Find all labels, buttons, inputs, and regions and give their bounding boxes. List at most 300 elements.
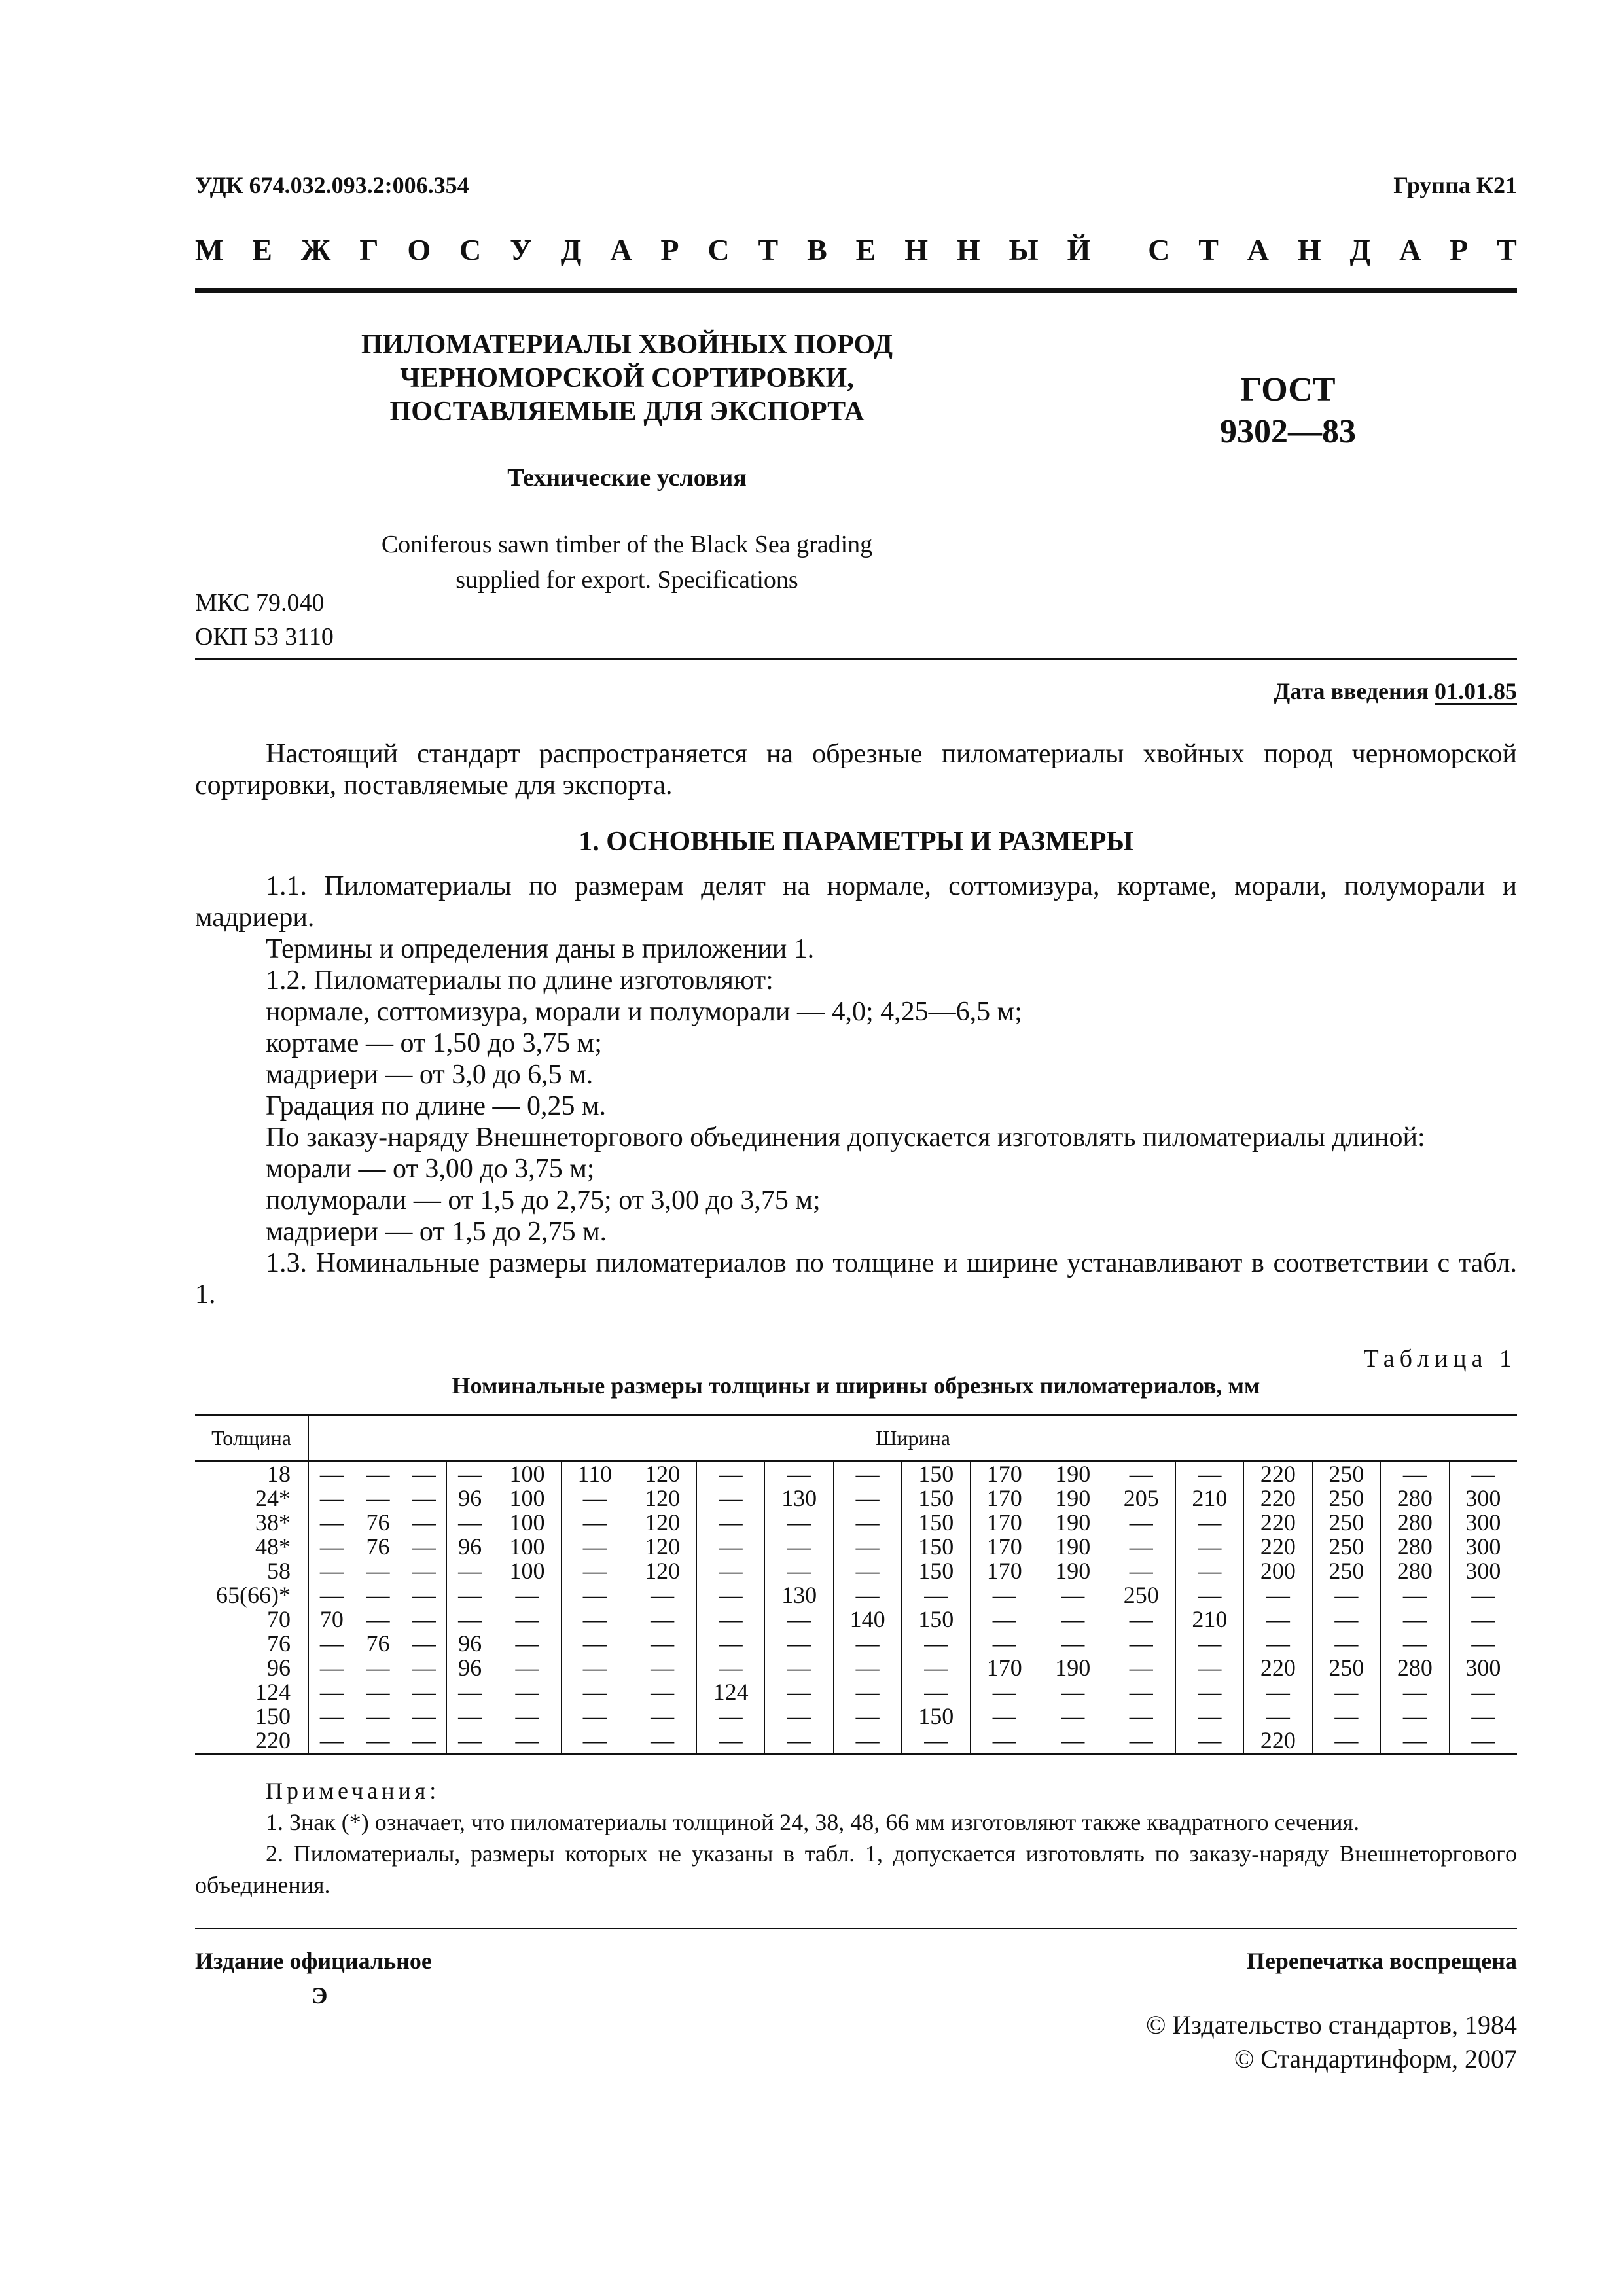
width-cell: — [355, 1607, 401, 1632]
width-cell: — [562, 1656, 628, 1680]
width-cell: — [833, 1583, 902, 1607]
width-cell: — [1107, 1632, 1176, 1656]
width-cell: — [1244, 1583, 1313, 1607]
width-cell: — [628, 1729, 697, 1754]
width-cell: — [401, 1535, 447, 1559]
heading-letter: Н [956, 233, 980, 266]
width-cell: — [1449, 1680, 1517, 1704]
width-cell: 210 [1175, 1486, 1244, 1511]
thickness-cell: 220 [195, 1729, 308, 1754]
width-cell: 150 [902, 1486, 971, 1511]
date-label: Дата введения [1274, 678, 1429, 704]
heading-letter: Г [359, 233, 379, 266]
document-title [359, 329, 895, 429]
width-cell: — [308, 1704, 355, 1729]
width-cell: 250 [1312, 1462, 1381, 1487]
width-cell: 170 [970, 1486, 1039, 1511]
width-cell: — [401, 1607, 447, 1632]
width-cell: — [1175, 1462, 1244, 1487]
width-cell: 170 [970, 1559, 1039, 1583]
width-cell: 280 [1381, 1486, 1450, 1511]
width-cell: — [1107, 1656, 1176, 1680]
width-cell: — [902, 1632, 971, 1656]
width-cell: — [765, 1656, 834, 1680]
width-cell: — [308, 1511, 355, 1535]
section-heading: 1. ОСНОВНЫЕ ПАРАМЕТРЫ И РАЗМЕРЫ [579, 827, 1133, 857]
width-cell: 70 [308, 1607, 355, 1632]
english-title-line-1: Coniferous sawn timber of the Black Sea grading [381, 531, 873, 558]
width-cell: 96 [447, 1535, 493, 1559]
width-cell: 130 [765, 1486, 834, 1511]
intro-paragraph: Настоящий стандарт распространяется на обрезные пиломатериалы хвойных пород черноморской сортировки, поставляемые для экспорта. [195, 739, 1517, 800]
width-cell: — [833, 1680, 902, 1704]
width-cell: — [833, 1535, 902, 1559]
width-cell: — [1449, 1462, 1517, 1487]
width-cell: — [562, 1535, 628, 1559]
width-cell: 190 [1039, 1486, 1107, 1511]
heading-letter: Р [1450, 233, 1469, 266]
width-cell: — [970, 1583, 1039, 1607]
copyright-2007: © Стандартинформ, 2007 [1234, 2044, 1517, 2073]
width-cell: 150 [902, 1462, 971, 1487]
heading-letter: Н [1297, 233, 1321, 266]
length-gradation: Градация по длине — 0,25 м. [266, 1091, 607, 1121]
width-cell: — [1039, 1607, 1107, 1632]
width-cell: — [1039, 1583, 1107, 1607]
width-cell: 190 [1039, 1656, 1107, 1680]
width-cell: 124 [696, 1680, 765, 1704]
width-cell: — [308, 1656, 355, 1680]
width-cell: 150 [902, 1559, 971, 1583]
copyright-block [1146, 2008, 1517, 2076]
width-cell: 280 [1381, 1535, 1450, 1559]
width-cell: — [355, 1656, 401, 1680]
width-cell: 300 [1449, 1535, 1517, 1559]
width-cell: — [1039, 1729, 1107, 1754]
width-cell: — [833, 1632, 902, 1656]
udk-code: УДК 674.032.093.2:006.354 [195, 172, 469, 198]
paragraph-1-1-terms: Термины и определения даны в приложении 1. [266, 934, 815, 964]
length-normale: нормале, соттомизура, морали и полуморали — 4,0; 4,25—6,5 м; [266, 997, 1022, 1027]
table-title: Номинальные размеры толщины и ширины обрезных пиломатериалов, мм [452, 1372, 1260, 1399]
width-cell: — [401, 1704, 447, 1729]
width-cell: — [1312, 1607, 1381, 1632]
width-cell: 120 [628, 1462, 697, 1487]
heading-letter: Ж [300, 233, 331, 266]
width-cell: — [628, 1632, 697, 1656]
width-cell: — [765, 1729, 834, 1754]
width-cell: — [765, 1462, 834, 1487]
section-1-body [195, 870, 1517, 1310]
width-cell: — [401, 1632, 447, 1656]
table-row [195, 1511, 1517, 1535]
thickness-cell: 58 [195, 1559, 308, 1583]
width-cell: — [1107, 1511, 1176, 1535]
width-cell: — [493, 1632, 562, 1656]
width-cell: — [1107, 1680, 1176, 1704]
width-cell: 120 [628, 1559, 697, 1583]
width-cell: 220 [1244, 1729, 1313, 1754]
width-cell: — [833, 1511, 902, 1535]
heading-letter: А [1247, 233, 1269, 266]
width-cell: — [1244, 1704, 1313, 1729]
width-cell: — [1175, 1680, 1244, 1704]
width-cell: 205 [1107, 1486, 1176, 1511]
title-line-2: ЧЕРНОМОРСКОЙ СОРТИРОВКИ, [400, 363, 854, 393]
width-cell: 250 [1107, 1583, 1176, 1607]
width-cell: 250 [1312, 1486, 1381, 1511]
width-cell: — [493, 1704, 562, 1729]
width-cell: 200 [1244, 1559, 1313, 1583]
edition-mark: Э [312, 1982, 328, 2009]
note-2: 2. Пиломатериалы, размеры которых не указаны в табл. 1, допускается изготовлять по заказу-наряду Внешнеторгового объединения. [195, 1840, 1517, 1898]
copyright-1984: © Издательство стандартов, 1984 [1145, 2010, 1517, 2039]
table-row [195, 1607, 1517, 1632]
width-cell: — [447, 1559, 493, 1583]
width-cell: — [1107, 1607, 1176, 1632]
heading-letter: У [510, 233, 532, 266]
width-cell: — [493, 1680, 562, 1704]
thickness-cell: 96 [195, 1656, 308, 1680]
thickness-cell: 70 [195, 1607, 308, 1632]
table-row [195, 1462, 1517, 1487]
width-cell: 170 [970, 1511, 1039, 1535]
heading-letter: С [1148, 233, 1170, 266]
width-cell: — [355, 1729, 401, 1754]
width-cell: — [1312, 1680, 1381, 1704]
width-cell: — [1175, 1559, 1244, 1583]
width-cell: — [1107, 1729, 1176, 1754]
heading-letter: М [195, 233, 224, 266]
width-cell: — [1107, 1559, 1176, 1583]
width-cell: — [308, 1559, 355, 1583]
width-cell: — [401, 1486, 447, 1511]
english-title-line-2: supplied for export. Specifications [455, 566, 798, 594]
gost-label: ГОСТ [1240, 371, 1336, 408]
width-cell: — [1107, 1462, 1176, 1487]
width-cell: — [401, 1656, 447, 1680]
thickness-cell: 76 [195, 1632, 308, 1656]
thickness-cell: 150 [195, 1704, 308, 1729]
width-cell: — [1381, 1583, 1450, 1607]
width-cell: — [696, 1607, 765, 1632]
width-cell: — [355, 1559, 401, 1583]
width-cell: — [447, 1680, 493, 1704]
width-cell: — [696, 1656, 765, 1680]
edition-label: Издание официальное [195, 1948, 432, 1974]
width-cell: — [696, 1559, 765, 1583]
width-cell: — [562, 1680, 628, 1704]
width-cell: — [308, 1462, 355, 1487]
width-cell: — [833, 1729, 902, 1754]
heading-letter: Д [560, 233, 582, 266]
heading-letter: Е [855, 233, 876, 266]
width-cell: — [1449, 1704, 1517, 1729]
width-cell: — [308, 1729, 355, 1754]
width-cell: — [1175, 1535, 1244, 1559]
heading-letter: А [1399, 233, 1421, 266]
width-cell: — [401, 1559, 447, 1583]
width-cell: 76 [355, 1632, 401, 1656]
width-cell: — [308, 1680, 355, 1704]
document-page [195, 0, 1517, 2296]
width-cell: — [401, 1462, 447, 1487]
width-cell: — [1244, 1680, 1313, 1704]
width-cell: — [1381, 1632, 1450, 1656]
width-cell: — [562, 1632, 628, 1656]
width-cell: — [401, 1729, 447, 1754]
paragraph-1-1: 1.1. Пиломатериалы по размерам делят на нормале, соттомизура, кортаме, морали, полуморали и мадриери. [195, 871, 1517, 933]
width-cell: — [308, 1535, 355, 1559]
width-cell: — [902, 1656, 971, 1680]
heading-letter: С [459, 233, 482, 266]
width-cell: — [1039, 1704, 1107, 1729]
heading-letter: В [807, 233, 827, 266]
thickness-cell: 48* [195, 1535, 308, 1559]
width-cell: — [1039, 1632, 1107, 1656]
width-cell: 110 [562, 1462, 628, 1487]
width-cell: 130 [765, 1583, 834, 1607]
width-cell: — [1449, 1583, 1517, 1607]
width-cell: — [696, 1511, 765, 1535]
heading-letter: Р [660, 233, 679, 266]
heading-letter: Е [252, 233, 272, 266]
width-cell: — [447, 1511, 493, 1535]
width-cell: — [1175, 1632, 1244, 1656]
effective-date [1274, 677, 1518, 705]
width-cell: — [628, 1680, 697, 1704]
width-cell: — [833, 1462, 902, 1487]
width-cell: 170 [970, 1535, 1039, 1559]
width-cell: — [696, 1729, 765, 1754]
width-cell: — [628, 1704, 697, 1729]
notes-heading: Примечания: [266, 1778, 440, 1804]
order-morali: морали — от 3,00 до 3,75 м; [266, 1154, 595, 1184]
document-subtitle: Технические условия [507, 464, 747, 492]
dimensions-table [195, 1414, 1517, 1755]
table-row [195, 1704, 1517, 1729]
length-kortame: кортаме — от 1,50 до 3,75 м; [266, 1028, 602, 1058]
width-cell: — [1175, 1729, 1244, 1754]
width-cell: 150 [902, 1704, 971, 1729]
width-cell: 170 [970, 1656, 1039, 1680]
table-header-row [195, 1415, 1517, 1462]
width-cell: — [355, 1583, 401, 1607]
width-cell: — [628, 1656, 697, 1680]
width-cell: — [902, 1729, 971, 1754]
reprint-notice: Перепечатка воспрещена [1246, 1948, 1517, 1974]
width-cell: 100 [493, 1511, 562, 1535]
width-cell: 76 [355, 1535, 401, 1559]
width-cell: — [493, 1607, 562, 1632]
width-cell: — [902, 1583, 971, 1607]
title-line-3: ПОСТАВЛЯЕМЫЕ ДЛЯ ЭКСПОРТА [389, 397, 865, 427]
width-cell: — [970, 1729, 1039, 1754]
width-cell: 150 [902, 1511, 971, 1535]
width-cell: — [1381, 1680, 1450, 1704]
gost-code: 9302—83 [1220, 413, 1356, 450]
heading-letter: Й [1067, 233, 1091, 266]
title-line-1: ПИЛОМАТЕРИАЛЫ ХВОЙНЫХ ПОРОД [361, 330, 893, 360]
width-cell: 120 [628, 1486, 697, 1511]
width-cell: — [765, 1607, 834, 1632]
width-cell: — [1449, 1632, 1517, 1656]
width-cell: — [1175, 1511, 1244, 1535]
width-cell: — [562, 1729, 628, 1754]
width-cell: 100 [493, 1486, 562, 1511]
width-cell: 170 [970, 1462, 1039, 1487]
width-cell: 190 [1039, 1535, 1107, 1559]
table-label: Таблица 1 [1363, 1345, 1517, 1372]
width-cell: 220 [1244, 1511, 1313, 1535]
group-code: Группа К21 [1393, 172, 1517, 198]
width-cell: — [1175, 1704, 1244, 1729]
width-cell: — [833, 1656, 902, 1680]
width-cell: 300 [1449, 1559, 1517, 1583]
width-cell: 300 [1449, 1656, 1517, 1680]
width-cell: — [765, 1559, 834, 1583]
note-1: 1. Знак (*) означает, что пиломатериалы толщиной 24, 38, 48, 66 мм изготовляют также квадратного сечения. [266, 1809, 1360, 1835]
interstate-standard-heading [195, 232, 1517, 267]
header-rule [195, 288, 1517, 293]
width-cell: 96 [447, 1632, 493, 1656]
width-cell: — [1244, 1632, 1313, 1656]
thickness-header: Толщина [195, 1415, 308, 1462]
width-cell: — [1381, 1607, 1450, 1632]
width-cell: 140 [833, 1607, 902, 1632]
width-cell: 300 [1449, 1511, 1517, 1535]
width-cell: 280 [1381, 1656, 1450, 1680]
width-cell: — [696, 1462, 765, 1487]
width-cell: — [355, 1680, 401, 1704]
width-cell: — [401, 1680, 447, 1704]
width-cell: 210 [1175, 1607, 1244, 1632]
paragraph-1-3: 1.3. Номинальные размеры пиломатериалов по толщине и ширине устанавливают в соответствии с табл. 1. [195, 1248, 1517, 1310]
width-cell: — [562, 1559, 628, 1583]
width-cell: 96 [447, 1656, 493, 1680]
heading-letter: Д [1349, 233, 1371, 266]
width-cell: 250 [1312, 1535, 1381, 1559]
width-cell: 120 [628, 1511, 697, 1535]
table-row [195, 1632, 1517, 1656]
width-cell: — [1312, 1704, 1381, 1729]
thickness-cell: 65(66)* [195, 1583, 308, 1607]
width-cell: — [493, 1656, 562, 1680]
table-row [195, 1656, 1517, 1680]
width-cell: — [1107, 1535, 1176, 1559]
order-madrieri: мадриери — от 1,5 до 2,75 м. [266, 1217, 607, 1247]
width-cell: 250 [1312, 1511, 1381, 1535]
width-cell: — [562, 1704, 628, 1729]
width-cell: — [696, 1486, 765, 1511]
table-row [195, 1559, 1517, 1583]
width-cell: — [562, 1511, 628, 1535]
width-cell: 100 [493, 1559, 562, 1583]
width-cell: 250 [1312, 1656, 1381, 1680]
width-cell: — [1381, 1462, 1450, 1487]
thickness-cell: 124 [195, 1680, 308, 1704]
gost-number [1190, 369, 1386, 453]
classification-codes [195, 586, 334, 654]
width-cell: 100 [493, 1462, 562, 1487]
width-cell: — [765, 1632, 834, 1656]
width-header: Ширина [308, 1415, 1517, 1462]
width-cell: — [308, 1632, 355, 1656]
width-cell: — [765, 1704, 834, 1729]
width-cell: — [355, 1462, 401, 1487]
width-cell: — [833, 1559, 902, 1583]
heading-letter: Н [904, 233, 928, 266]
width-cell: 250 [1312, 1559, 1381, 1583]
width-cell: — [1312, 1583, 1381, 1607]
okp-code: ОКП 53 3110 [195, 623, 334, 651]
table-row [195, 1729, 1517, 1754]
width-cell: — [1381, 1729, 1450, 1754]
heading-letter: О [407, 233, 431, 266]
width-cell: 120 [628, 1535, 697, 1559]
heading-letter: Т [758, 233, 779, 266]
width-cell: 220 [1244, 1656, 1313, 1680]
width-cell: — [493, 1583, 562, 1607]
table-row [195, 1583, 1517, 1607]
width-cell: — [1312, 1729, 1381, 1754]
width-cell: — [765, 1535, 834, 1559]
width-cell: — [696, 1704, 765, 1729]
width-cell: 190 [1039, 1511, 1107, 1535]
width-cell: — [902, 1680, 971, 1704]
english-title [359, 527, 895, 598]
width-cell: — [447, 1583, 493, 1607]
width-cell: 150 [902, 1607, 971, 1632]
length-madrieri: мадриери — от 3,0 до 6,5 м. [266, 1060, 594, 1090]
heading-letter: С [707, 233, 730, 266]
notes-block [195, 1775, 1517, 1901]
thickness-cell: 38* [195, 1511, 308, 1535]
width-cell: — [447, 1729, 493, 1754]
width-cell: — [308, 1583, 355, 1607]
width-cell: 220 [1244, 1462, 1313, 1487]
width-cell: — [355, 1704, 401, 1729]
width-cell: — [1039, 1680, 1107, 1704]
width-cell: 280 [1381, 1559, 1450, 1583]
width-cell: — [401, 1583, 447, 1607]
width-cell: — [562, 1583, 628, 1607]
heading-letter: Т [1198, 233, 1219, 266]
width-cell: — [628, 1583, 697, 1607]
width-cell: — [765, 1511, 834, 1535]
width-cell: 280 [1381, 1511, 1450, 1535]
width-cell: — [1107, 1704, 1176, 1729]
width-cell: 150 [902, 1535, 971, 1559]
width-cell: — [447, 1607, 493, 1632]
width-cell: — [562, 1486, 628, 1511]
width-cell: — [447, 1704, 493, 1729]
width-cell: 96 [447, 1486, 493, 1511]
width-cell: — [308, 1486, 355, 1511]
width-cell: — [765, 1680, 834, 1704]
table-row [195, 1486, 1517, 1511]
width-cell: — [1312, 1632, 1381, 1656]
width-cell: — [970, 1607, 1039, 1632]
date-value: 01.01.85 [1435, 678, 1517, 704]
heading-letter: Ы [1008, 233, 1039, 266]
width-cell: 76 [355, 1511, 401, 1535]
width-cell: — [833, 1486, 902, 1511]
width-cell: — [833, 1704, 902, 1729]
paragraph-1-2: 1.2. Пиломатериалы по длине изготовляют: [266, 965, 774, 996]
width-cell: — [1381, 1704, 1450, 1729]
width-cell: — [970, 1704, 1039, 1729]
